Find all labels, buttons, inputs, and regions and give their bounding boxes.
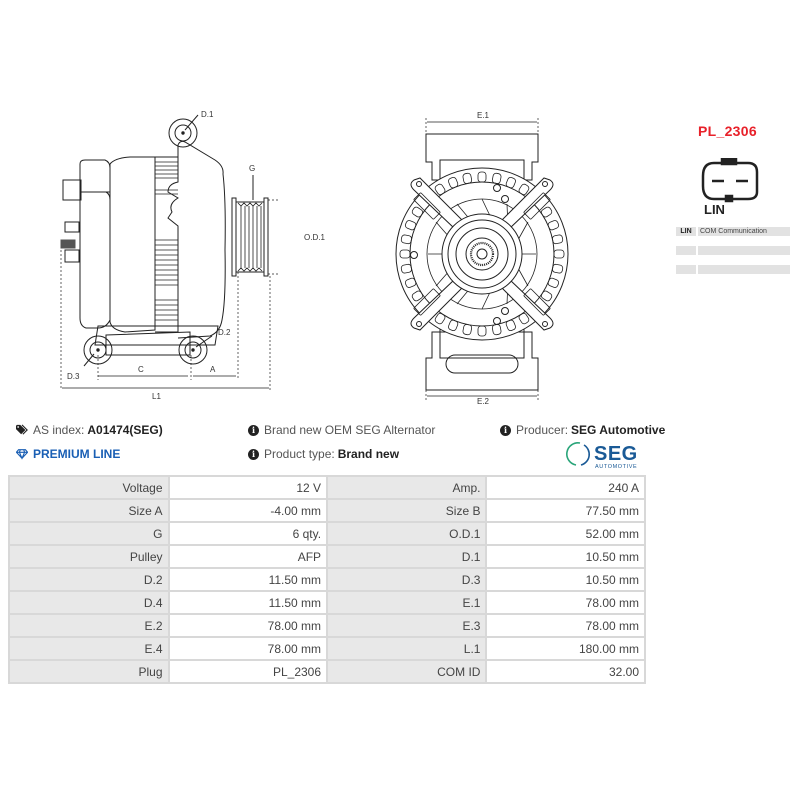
spec-value: -4.00 mm xyxy=(169,499,328,522)
plug-code: PL_2306 xyxy=(698,123,757,139)
label-d2: D.2 xyxy=(218,328,231,337)
pin-description: COM Communication xyxy=(698,227,790,236)
spec-label: Amp. xyxy=(327,476,486,499)
pin-id: LIN xyxy=(676,227,696,236)
spec-value: 180.00 mm xyxy=(486,637,645,660)
spec-value: 11.50 mm xyxy=(169,591,328,614)
spec-label: Voltage xyxy=(9,476,169,499)
spec-label: Pulley xyxy=(9,545,169,568)
spec-value: 78.00 mm xyxy=(486,614,645,637)
plug-connector-icon xyxy=(700,158,760,204)
table-row xyxy=(9,660,645,683)
table-row xyxy=(9,614,645,637)
plug-type-label: LIN xyxy=(704,202,725,217)
label-g: G xyxy=(249,164,256,173)
label-d3: D.3 xyxy=(67,372,80,381)
as-index-label: AS index: xyxy=(33,423,85,437)
label-e2: E.2 xyxy=(477,397,490,406)
producer xyxy=(500,423,665,437)
label-od1: O.D.1 xyxy=(304,233,325,242)
producer-label: Producer: xyxy=(516,423,569,437)
tags-icon xyxy=(16,424,28,436)
table-row xyxy=(9,476,645,499)
table-row xyxy=(9,522,645,545)
spec-label: Plug xyxy=(9,660,169,683)
spec-label: O.D.1 xyxy=(327,522,486,545)
spec-value: 11.50 mm xyxy=(169,568,328,591)
pin-row xyxy=(676,246,790,255)
product-type-label: Product type: xyxy=(264,447,335,461)
label-e1: E.1 xyxy=(477,111,490,120)
alternator-side-view-drawing xyxy=(40,100,280,400)
oem-info xyxy=(248,423,435,437)
spec-value: 12 V xyxy=(169,476,328,499)
spec-value: 10.50 mm xyxy=(486,545,645,568)
logo-subtitle: AUTOMOTIVE xyxy=(595,464,638,470)
alternator-front-view-drawing xyxy=(380,100,580,410)
premium-line xyxy=(16,447,120,461)
spec-value: 77.50 mm xyxy=(486,499,645,522)
plug-pin-table xyxy=(676,227,790,284)
table-row xyxy=(9,545,645,568)
logo-text: SEG xyxy=(594,443,638,465)
spec-value: 78.00 mm xyxy=(169,637,328,660)
spec-label: E.2 xyxy=(9,614,169,637)
plug-terminal-icon xyxy=(61,240,75,248)
spec-label: COM ID xyxy=(327,660,486,683)
spec-value: 6 qty. xyxy=(169,522,328,545)
table-row xyxy=(9,499,645,522)
spec-value: 78.00 mm xyxy=(169,614,328,637)
spec-label: L.1 xyxy=(327,637,486,660)
as-index xyxy=(16,423,163,437)
specifications-table xyxy=(8,475,646,684)
spec-label: G xyxy=(9,522,169,545)
spec-value: 32.00 xyxy=(486,660,645,683)
spec-label: E.3 xyxy=(327,614,486,637)
table-row xyxy=(9,591,645,614)
label-a: A xyxy=(210,365,216,374)
pin-description xyxy=(698,246,790,255)
spec-label: D.4 xyxy=(9,591,169,614)
pin-row xyxy=(676,227,790,236)
producer-value: SEG Automotive xyxy=(571,423,666,437)
table-row xyxy=(9,637,645,660)
seg-automotive-logo xyxy=(566,440,650,470)
spec-value: 52.00 mm xyxy=(486,522,645,545)
pin-row xyxy=(676,265,790,274)
spec-value: 240 A xyxy=(486,476,645,499)
spec-label: Size A xyxy=(9,499,169,522)
spec-value: PL_2306 xyxy=(169,660,328,683)
product-type xyxy=(248,447,399,461)
label-l1: L1 xyxy=(152,392,161,401)
as-index-value: A01474(SEG) xyxy=(87,423,163,437)
pin-id xyxy=(676,246,696,255)
info-icon: i xyxy=(248,425,259,436)
label-d1: D.1 xyxy=(201,110,214,119)
diamond-icon xyxy=(16,448,28,460)
premium-line-label: PREMIUM LINE xyxy=(33,447,121,461)
table-row xyxy=(9,568,645,591)
product-type-value: Brand new xyxy=(337,447,400,461)
spec-value: 10.50 mm xyxy=(486,568,645,591)
spec-label: D.3 xyxy=(327,568,486,591)
oem-text: Brand new OEM SEG Alternator xyxy=(264,423,436,437)
spec-label: D.2 xyxy=(9,568,169,591)
pin-description xyxy=(698,265,790,274)
spec-label: E.4 xyxy=(9,637,169,660)
spec-value: 78.00 mm xyxy=(486,591,645,614)
spec-label: E.1 xyxy=(327,591,486,614)
info-icon: i xyxy=(248,449,259,460)
pin-id xyxy=(676,265,696,274)
info-icon: i xyxy=(500,425,511,436)
spec-value: AFP xyxy=(169,545,328,568)
label-c: C xyxy=(138,365,144,374)
spec-label: D.1 xyxy=(327,545,486,568)
spec-label: Size B xyxy=(327,499,486,522)
